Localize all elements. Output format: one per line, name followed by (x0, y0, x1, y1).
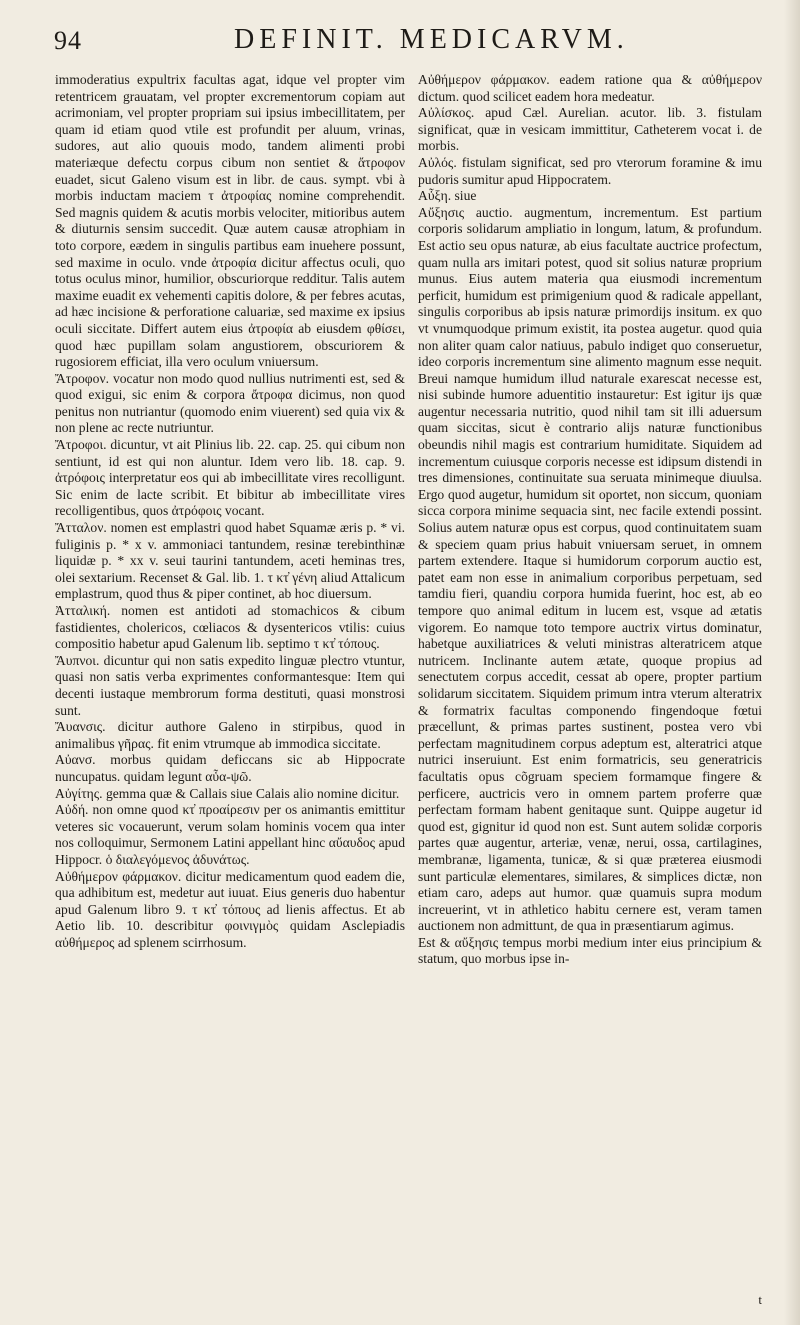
dictionary-entry: Αὐδή. non omne quod κτ̓ προαίρεσιν per os animantis emittitur veteres sic vocauerunt, verum solam hominis vocem qua inter nos colloquimur, Sermonem Latini appellant hinc αὔαυδος apud Hippocr. ὁ διαλεγόμενος ἀδυνάτως. (55, 802, 405, 867)
right-column (418, 72, 762, 1294)
page-header (54, 18, 774, 58)
running-title: DEFINIT. MEDICARVM. (234, 24, 629, 55)
dictionary-entry: Ἄτροφον. vocatur non modo quod nullius nutrimenti est, sed & quod exigui, sic enim & corpora ἄτροφα dicimus, non quod penitus non nutriantur (quomodo enim viuerent) sed quia vix & non plene ac recte nutriuntur. (55, 370, 405, 436)
dictionary-entry: Αὐλός. fistulam significat, sed pro vterorum foramine & imu pudoris sumitur apud Hippocratem. (418, 154, 762, 187)
dictionary-entry: Αὐανσ. morbus quidam deficcans sic ab Hippocrate nuncupatus. quidam legunt αὖα-ψῶ. (55, 752, 405, 784)
dictionary-entry: Αὐλίσκος. apud Cæl. Aurelian. acutor. lib. 3. fistulam significat, quæ in vesicam immittitur, Catheterem vocat i. de morbis. (418, 105, 762, 154)
left-column (55, 72, 405, 1294)
dictionary-entry: Ἄτταλον. nomen est emplastri quod habet Squamæ æris p. * vi. fuliginis p. * x v. ammoniaci tantundem, resinæ terebinthinæ liquidæ p. * xx v. seui taurini tantundem, aceti heminas tres, olei sextarium. Recenset & Gal. lib. 1. τ κτ̓ γένη aliud Attalicum emplastrum, quod thus & piper continet, ab hoc diuersum. (55, 520, 405, 602)
page-edge (784, 0, 800, 1325)
dictionary-entry: Ἄυπνοι. dicuntur qui non satis expedito linguæ plectro vtuntur, quasi non satis verba exprimentes conformantesque: Item qui decenti iustaque membrorum forma destituti, quasi monstrosi sunt. (55, 652, 405, 718)
page-number: 94 (54, 26, 82, 55)
dictionary-entry: Αὔξησις auctio. augmentum, incrementum. Est partium corporis solidarum ampliatio in longum, latum, & profundum. Est actio seu opus naturæ, ab eius facultate auctrice profectum, quam nulla ars imitari potest, quod sit solius naturæ proprium munus. Eius autem materia qua eiusmodi incrementum perficit, humidum est primigenium quod & radicale appellant, singulis corporibus ab ipsis naturæ primordijs insitum. ex quo vt vnumquodque primum existit, ita postea augetur. quod quia non aliter quam calor natiuus, pabulo indiget quo conseruetur, ideo corporis incrementum sine alimento magnum esse nequit. Breui namque humidum illud naturale exarescat necesse est, nisi subinde humore aduentitio instauretur: Est igitur ijs quæ augentur necessaria nutritio, quod nihil tam sit illi aduersum quam siccitas, sicut è contrario alijs naturæ functionibus obeundis nihil magis est contrarium humiditate. Siquidem ad incrementum cuiusque corporis necesse est idipsum distendi in tres dimensiones, continuitate sua seruata minimeque diuulsa. Ergo quod augetur, humidum sit oportet, non siccum, quoniam sicca corpora minime sequacia sint, nec facile extendi possint. Solius autem naturæ opus est corpus, quod continuitatem suam & speciem quam prius habuit vniuersam seruet, in omnem partem extendere. Itaque si humidorum corporum auctio est, patet eam non esse in animalium corporibus perpetuam, sed tamdiu fieri, quandiu corpora humida fuerint, hoc est, ab eo tempore quo animal editum in lucem est, vsque ad ætatis vigorem. Eo namque toto tempore auctrix virtus dominatur, habetque auxiliatrices & veluti ministras alteratricem atque nutricem. Inclinante autem ætate, quoque propius ad senectutem corpus accedit, cessat ab opere, propter partium solidarum siccitatem. Siquidem primum intra vterum alteratrix & formatrix facultas componendo fingendoque fœtui præcellunt, & primas partes sustinent, postea vero vbi perfectam magnitudinem corpus adeptum est, alteratrici atque nutrici inseruiunt. Est enim formatricis, seu generatricis facultatis opus cõgruam speciem formamque fingere & perficere, auctricis vero in omnem partem proferre quæ perfectam formam habent genitaque sunt. Quippe augetur id quod est, gignitur id quod non est. Sunt autem solidæ corporis partes quæ augentur, arteriæ, venæ, nerui, ossa, cartilagines, membranæ, ligamenta, tunicæ, & si quæ præterea eiusmodi sunt particulæ elementares, similares, & simplices dictæ, non etiam caro, adeps aut humor. quæ quamuis supra modum increuerint, vt in athletico habitu cernere est, veram tamen auctionem non admittunt, de qua in præsentiarum agimus. (418, 204, 762, 934)
dictionary-entry: Ἀτταλική. nomen est antidoti ad stomachicos & cibum fastidientes, cholericos, cœliacos & dysentericos vtilis: cuius compositio habetur apud Galenum lib. septimo τ κτ̓ τόπους. (55, 603, 405, 652)
dictionary-entry: Αὐθήμερον φάρμακον. dicitur medicamentum quod eadem die, qua adhibitum est, medetur aut iuuat. Eius generis duo habentur apud Galenum libro 9. τ κτ̓ τόπους ad lienis affectus. Et ab Aetio lib. 10. describitur φοινιγμὸς quidam Asclepiadis αὐθήμερος ad splenem scirrhosum. (55, 868, 405, 950)
dictionary-entry: Αὐθήμερον φάρμακον. eadem ratione qua & αὐθήμερον dictum. quod scilicet eadem hora medeatur. (418, 72, 762, 104)
dictionary-entry: Ἄυανσις. dicitur authore Galeno in stirpibus, quod in animalibus γῆρας. fit enim vtrumque ab immodica siccitate. (55, 719, 405, 751)
dictionary-entry: Est & αὔξησις tempus morbi medium inter eius principium & statum, quo morbus ipse in- (418, 934, 762, 967)
dictionary-entry: Αὖξη. siue (418, 188, 477, 204)
dictionary-entry: immoderatius expultrix facultas agat, idque vel propter vim retentricem grauatam, vel propter excrementorum copiam aut acrimoniam, vel propter propriam sui ipsius imbecillitatem, per quam id etiam quod vtile est profundit per aluum, vrinas, sudores, aut alio quouis modo, tandem alimenti probi materiæque defectu corpus cibum non sentiet & ἄτροφον euadet, sicut Galeno visum est in libr. de caus. sympt. vbi à morbis inductam maciem τ ἀτροφίας nomine comprehendit. Sed magnis quidem & acutis morbis velociter, mitioribus autem & diuturnis sensim succedit. Quæ autem causæ atrophiam in toto corpore, eædem in singulis partibus eam inuehere possunt, sed maxime in oculo. vnde ἀτροφία dicitur affectus oculi, quo totus oculus minor, humilior, obscuriorque redditur. Talis autem maxime euadit ex vehementi capitis dolore, & per febres acutas, ad hæc incisione & perforatione caluariæ, sed maxime ex ipsius oculi siccitate. Differt autem eius ἀτροφία ab eiusdem φθίσει, quod hæc pupillam solam angustiorem, obscuriorem & rugosiorem efficiat, illa vero oculum vniuersum. (55, 72, 405, 370)
dictionary-entry: Ἄτροφοι. dicuntur, vt ait Plinius lib. 22. cap. 25. qui cibum non sentiunt, id est qui non aluntur. Idem vero lib. 18. cap. 9. ἀτρόφοις interpretatur eos qui ab imbecillitate vires recolligunt. Sic enim de lacte scribit. Et bibitur ab imbecillitate vires recolligentibus, quos ἀτρόφοις vocant. (55, 437, 405, 519)
dictionary-entry: Αὐγίτης. gemma quæ & Callais siue Calais alio nomine dicitur. (55, 785, 400, 801)
catchword: t (758, 1292, 762, 1307)
